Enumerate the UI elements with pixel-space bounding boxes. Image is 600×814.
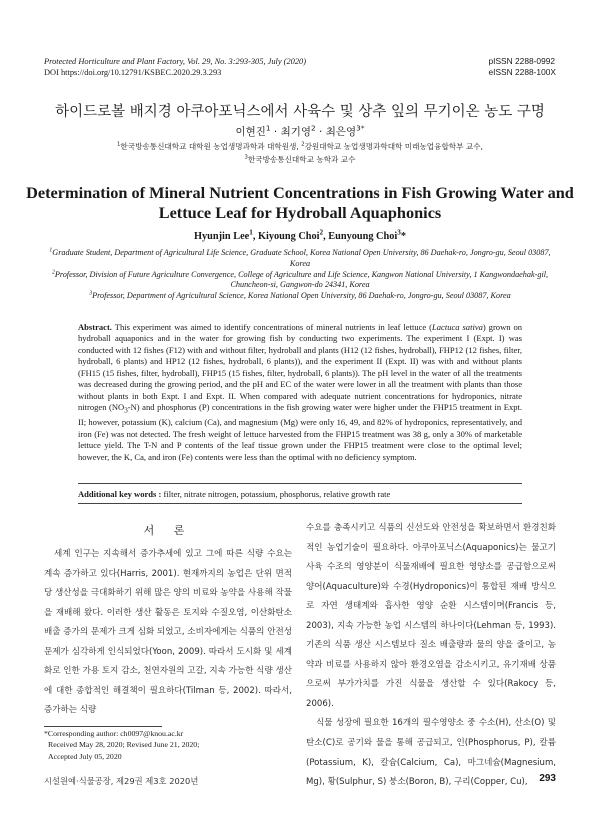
page-number: 293 bbox=[539, 773, 556, 784]
en-affiliation-3: $^3$Professor, Department of Agricultural Science, Korea National Open University, 86 Daehak-ro, Jongro-gu, Seoul 03087, Korea bbox=[89, 290, 511, 301]
english-authors: Hyunjin Lee$^1$, Kiyoung Choi$^2$, Eunyoung Choi$^3$* bbox=[194, 228, 406, 242]
ko-author-3: 최은영 bbox=[325, 126, 357, 138]
footnote bbox=[44, 728, 294, 762]
footer-journal: 시설원예·식물공장, 제29권 제3호 2020년 bbox=[44, 776, 199, 786]
en-affiliation-1: $^1$Graduate Student, Department of Agricultural Life Science, Graduate School, Korea National Open University, 86 Daehak-ro, Jongro-gu, Seoul 03087, Korea bbox=[49, 247, 551, 268]
paragraph: 세계 인구는 지속해서 증가추세에 있고 그에 따른 식량 수요는 계속 증가하고 있다(Harris, 2001). 현재까지의 농업은 단위 면적당 생산성을 극대화하기 위해 많은 양의 비료와 농약을 사용해 작물을 재배해 왔다. 이러한 생산 활동은 토지와 수질오염, 이산화탄소 배출 증가의 문제가 크게 심화 되었고, 소비자에게는 식품의 안전성 문제가 심각하게 인식되었다(Yoon, 2009). 따라서 도시화 및 세계화로 인한 가용 토지 감소, 천연자원의 고갈, 지속 가능한 식량 생산에 대한 종합적인 해결책이 필요하다(Tilman 등, 2002). 따라서, 증가하는 식량 bbox=[44, 549, 292, 716]
korean-affiliations: $^1$한국방송통신대학교 대학원 농업생명과학과 대학원생, $^2$강원대학교 농업생명과학대학 미래농업융합학부 교수, $^3$한국방송통신대학교 농학과 교수 bbox=[117, 141, 483, 164]
section-heading-intro: 서 론 bbox=[143, 524, 193, 537]
corresponding-author: *Corresponding author: ch0097@knou.ac.kr bbox=[44, 729, 184, 738]
journal-citation: Protected Horticulture and Plant Factory, Vol. 29, No. 3:293-305, July (2020) bbox=[44, 57, 306, 66]
divider-bottom bbox=[78, 503, 522, 504]
keywords-label: Additional key words : bbox=[78, 489, 162, 499]
paragraph: 수요를 충족시키고 식품의 신선도와 안전성을 확보하면서 환경친화적인 농업기술이 필요하다. 아쿠아포닉스(Aquaponics)는 물고기 사육 수조의 영양분이 식물재배에 필요한 영양소를 공급함으로써 양어(Aquaculture)와 수경(Hydroponics)이 통합된 재배 방식으로 자연 생태계와 흡사한 영양 순환 시스템이며(Francis 등, 2003), 지속 가능한 농업 시스템의 하나이다(Lehman 등, 1993). 기존의 식품 생산 시스템보다 질소 배출량과 물의 양을 줄이고, 농약과 비료를 사용하지 않아 환경오염을 감소시키고, 유기재배 상품으로써 부가가치를 가진 식물을 생산할 수 있다(Rakocy 등, 2006). bbox=[306, 523, 556, 709]
en-affiliation-2: $^2$Professor, Division of Future Agriculture Convergence, College of Agriculture and Life Science, Kangwon National University, 1 Kangwondaehak-gil, Chuncheon-si, Gangwon-do 24341, Korea bbox=[51, 268, 549, 290]
received-date: Received May 28, 2020; Revised June 21, 2020; bbox=[48, 740, 200, 750]
keywords: Additional key words : filter, nitrate nitrogen, potassium, phosphorus, relative growth rate bbox=[78, 489, 391, 499]
eissn: eISSN 2288-100X bbox=[488, 67, 556, 77]
journal-header bbox=[44, 56, 306, 78]
issn-block bbox=[488, 56, 556, 78]
en-author-1: Hyunjin Lee bbox=[194, 231, 250, 242]
ko-author-1: 이현진 bbox=[235, 126, 266, 138]
abstract-label: Abstract. bbox=[78, 322, 112, 332]
english-affiliations bbox=[44, 248, 556, 302]
doi-link[interactable]: DOI https://doi.org/10.12791/KSBEC.2020.29.3.293 bbox=[44, 68, 222, 77]
abstract: Abstract. This experiment was aimed to identify concentrations of mineral nutrients in leaf lettuce (Lactuca sativa) grown on hydroball aquaponics and in the water for growing fish by conducting two experiments. The experiment I (Expt. I) was conducted with 12 fishes (F12) with and without filter, hydroball and plants (H12 (12 fishes, hydroball), FHP12 (12 fishes, filter, hydroball, 6 plants) and HP12 (12 fishes, hydroball, 6 plants)), and the experiment II (Expt. II) was with and without plants (FH15 (15 fishes, filter, hydroball), FHP15 (15 fishes, filter, hydroball, 6 plants)). The pH level in the water of all the treatments was decreased during the growing period, and the pH and EC of the water were lower in all the treatment with plants than those without plants in both Expt. I and Expt. II. When compared with adequate nutrient concentrations for hydroponics, nitrate nitrogen $(NO_3-N)$ and phosphorus (P) concentrations in the fish growing water were higher under the FHP15 treatment in Expt. II; however, potassium (K), calcium (Ca), and magnesium (Mg) were only 16, 49, and 82% of hydroponics, representatively, and iron (Fe) was not detected. The fresh weight of lettuce harvested from the FHP15 treatment was 38 g, only a 30% of marketable lettuce yield. The T-N and P contents of the leaf tissue grown under the FHP15 treatment were close to the optimal level; however, the K, Ca, and iron (Fe) contents were less than the optimal with no deficiency symptom. bbox=[78, 322, 522, 462]
korean-authors: 이현진$^1$ · 최기영$^2$ · 최은영$^{3*}$ bbox=[235, 123, 365, 138]
species-name: Lactuca sativa bbox=[432, 322, 483, 332]
intro-right-column bbox=[306, 519, 556, 793]
divider-top bbox=[78, 483, 522, 484]
paragraph: 식물 성장에 필요한 16개의 필수영양소 중 수소(H), 산소(O) 및 탄소(C)로 공기와 물을 통해 공급되고, 인(Phosphorus, P), 칼륨(Potassium, K), 칼슘(Calcium, Ca), 마그네슘(Magnesium, Mg), 황(Sulphur, S) 붕소(Boron, B), 구리(Copper, Cu), bbox=[306, 718, 556, 788]
intro-left-column bbox=[44, 545, 292, 721]
korean-title: 하이드로볼 배지경 아쿠아포닉스에서 사육수 및 상추 잎의 무기이온 농도 구명 bbox=[55, 104, 545, 120]
ko-author-2: 최기영 bbox=[280, 126, 312, 138]
footnote-rule bbox=[44, 726, 162, 727]
en-author-2: Kiyoung Choi bbox=[257, 231, 320, 242]
en-author-3: Eunyoung Choi bbox=[328, 231, 398, 242]
pissn: pISSN 2288-0992 bbox=[488, 56, 556, 66]
english-title: Determination of Mineral Nutrient Concentrations in Fish Growing Water and Lettuce Leaf for Hydroball Aquaphonics bbox=[26, 183, 574, 222]
accepted-date: Accepted July 05, 2020 bbox=[48, 751, 122, 761]
